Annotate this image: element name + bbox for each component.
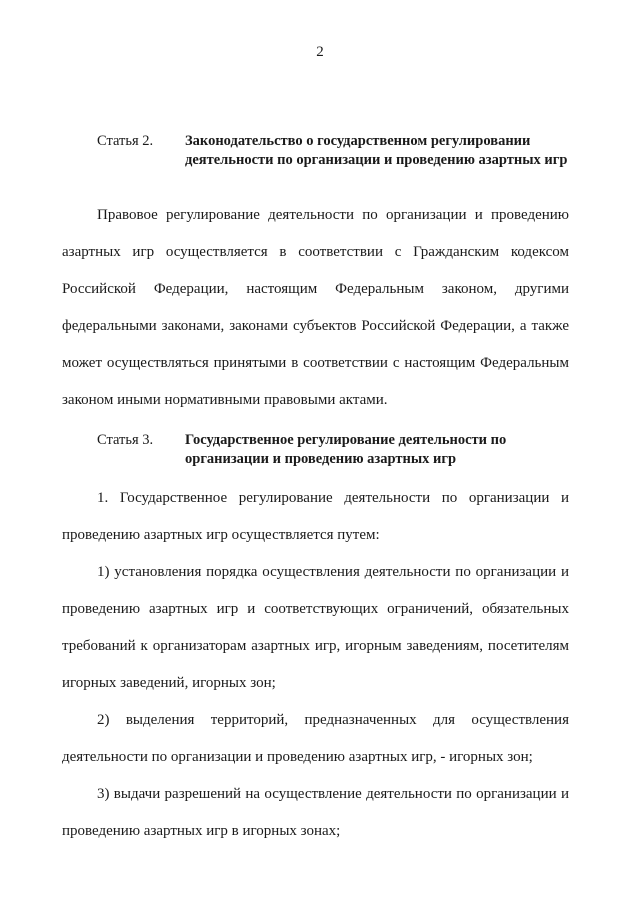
page-number: 2	[316, 44, 324, 60]
article-3-item-3: 3) выдачи разрешений на осуществление деятельности по организации и проведению азартных игр в игорных зонах;	[62, 786, 569, 839]
article-2-heading	[97, 132, 577, 170]
article-3-item-2: 2) выделения территорий, предназначенных для осуществления деятельности по организации и проведению азартных игр, - игорных зон;	[62, 712, 569, 765]
article-2-title: Законодательство о государственном регулировании деятельности по организации и проведению азартных игр	[185, 133, 568, 168]
article-3-heading	[97, 431, 577, 469]
article-2-paragraph: Правовое регулирование деятельности по организации и проведению азартных игр осуществляется в соответствии с Гражданским кодексом Российской Федерации, настоящим Федеральным законом, другими федеральными законами, законами субъектов Российской Федерации, а также может осуществляться принятыми в соответствии с настоящим Федеральным законом иными нормативными правовыми актами.	[62, 207, 569, 408]
article-3-paragraph-1: 1. Государственное регулирование деятельности по организации и проведению азартных игр осуществляется путем:	[62, 490, 569, 543]
article-3-item-1: 1) установления порядка осуществления деятельности по организации и проведению азартных игр и соответствующих ограничений, обязательных требований к организаторам азартных игр, игорным заведениям, посетителям игорных заведений, игорных зон;	[62, 564, 569, 691]
article-3-number: Статья 3.	[97, 432, 154, 448]
article-2-number: Статья 2.	[97, 133, 154, 149]
article-3-title: Государственное регулирование деятельности по организации и проведению азартных игр	[185, 432, 507, 467]
